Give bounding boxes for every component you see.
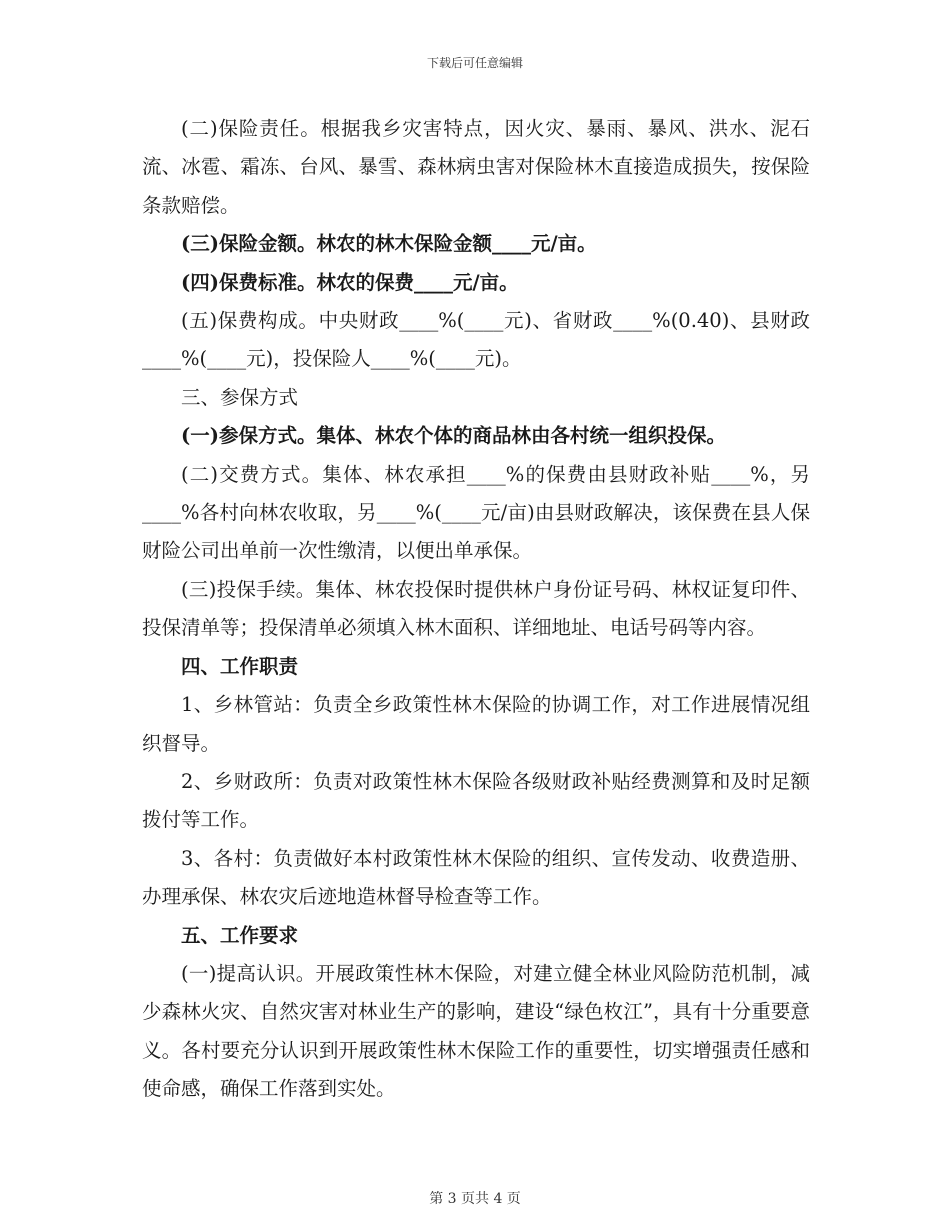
paragraph-premium-standard: (四)保费标准。林农的保费____元/亩。	[181, 270, 519, 294]
paragraph-finance-office: 2、乡财政所：负责对政策性林木保险各级财政补贴经费测算和及时足额拨付等工作。	[142, 769, 810, 832]
paragraph-forestry-station: 1、乡林管站：负责全乡政策性林木保险的协调工作，对工作进展情况组织督导。	[142, 693, 810, 755]
section-heading-enrollment: 三、参保方式	[181, 385, 299, 409]
paragraph-raise-awareness: (一)提高认识。开展政策性林木保险，对建立健全林业风险防范机制，减少森林火灾、自然灾害对林业生产的影响，建设“绿色枚江”，具有十分重要意义。各村要充分认识到开展政策性林木保险工作的重要性，切实增强责任感和使命感，确保工作落到实处。	[142, 961, 810, 1101]
section-heading-responsibilities: 四、工作职责	[181, 654, 299, 678]
section-heading-requirements: 五、工作要求	[181, 923, 299, 947]
page-header: 下载后可任意编辑	[426, 56, 523, 70]
paragraph-insurance-liability: (二)保险责任。根据我乡灾害特点，因火灾、暴雨、暴风、洪水、泥石流、冰雹、霜冻、台风、暴雪、森林病虫害对保险林木直接造成损失，按保险条款赔偿。	[142, 117, 810, 217]
paragraph-enrollment-procedure: (三)投保手续。集体、林农投保时提供林户身份证号码、林权证复印件、投保清单等；投保清单必须填入林木面积、详细地址、电话号码等内容。	[142, 577, 810, 640]
paragraph-enrollment-method: (一)参保方式。集体、林农个体的商品林由各村统一组织投保。	[181, 424, 726, 448]
paragraph-payment-method: (二)交费方式。集体、林农承担____%的保费由县财政补贴____%，另____%各村向林农收取，另____%(____元/亩)由县财政解决，该保费在县人保财险公司出单前一次性缴清，以便出单承保。	[142, 462, 810, 563]
paragraph-villages: 3、各村：负责做好本村政策性林木保险的组织、宣传发动、收费造册、办理承保、林农灾后迹地造林督导检查等工作。	[142, 846, 810, 909]
page-footer: 第 3 页共 4 页	[429, 1191, 521, 1207]
paragraph-insurance-amount: (三)保险金额。林农的林木保险金额____元/亩。	[181, 232, 597, 256]
paragraph-premium-composition: (五)保费构成。中央财政____%(____元)、省财政____%(0.40)、县财政____%(____元)，投保险人____%(____元)。	[142, 309, 810, 371]
document-body	[142, 110, 810, 1109]
